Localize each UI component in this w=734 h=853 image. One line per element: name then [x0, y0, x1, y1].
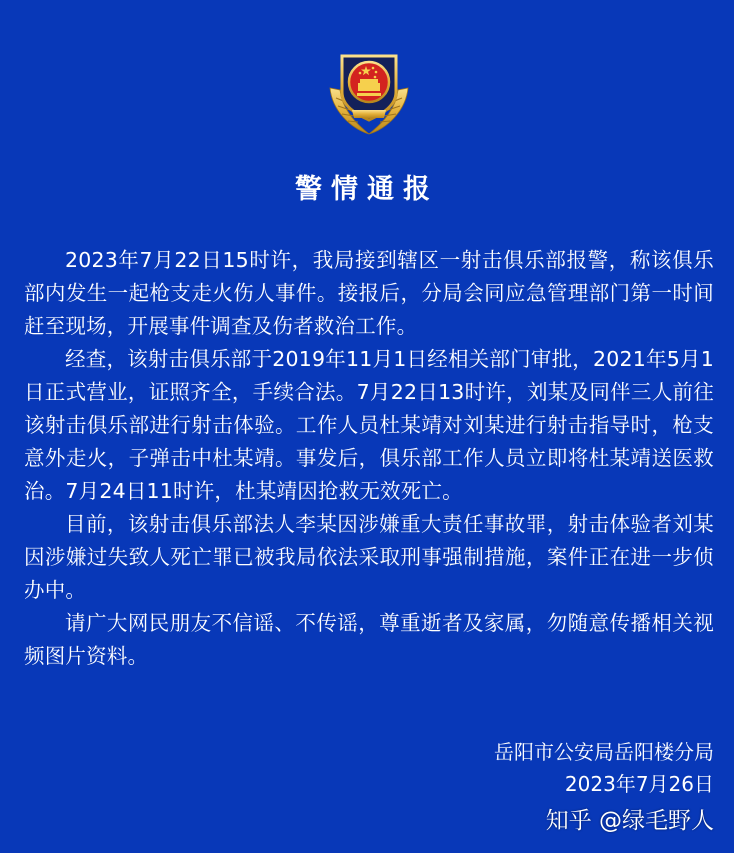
- signature-date: 2023年7月26日: [564, 772, 714, 796]
- paragraph-legal-action: 目前，该射击俱乐部法人李某因涉嫌重大责任事故罪，射击体验者刘某因涉嫌过失致人死亡罪已被我局依法采取刑事强制措施，案件正在进一步侦办中。: [24, 512, 714, 602]
- paragraph-incident: 2023年7月22日15时许，我局接到辖区一射击俱乐部报警，称该俱乐部内发生一起枪支走火伤人事件。接报后，分局会同应急管理部门第一时间赶至现场，开展事件调查及伤者救治工作。: [24, 248, 714, 338]
- paragraph-appeal: 请广大网民朋友不信谣、不传谣，尊重逝者及家属，勿随意传播相关视频图片资料。: [24, 611, 714, 668]
- signature-organization: 岳阳市公安局岳阳楼分局: [494, 740, 714, 764]
- watermark: 知乎 @绿毛野人: [545, 808, 714, 834]
- notice-body: [24, 244, 714, 673]
- notice-title: 警情通报: [295, 174, 439, 205]
- police-badge-icon: [326, 48, 412, 138]
- paragraph-investigation: 经查，该射击俱乐部于2019年11月1日经相关部门审批，2021年5月1日正式营业，证照齐全，手续合法。7月22日13时许，刘某及同伴三人前往该射击俱乐部进行射击体验。工作人员杜某靖对刘某进行射击指导时，枪支意外走火，子弹击中杜某靖。事发后，俱乐部工作人员立即将杜某靖送医救治。7月24日11时许，杜某靖因抢救无效死亡。: [24, 347, 714, 503]
